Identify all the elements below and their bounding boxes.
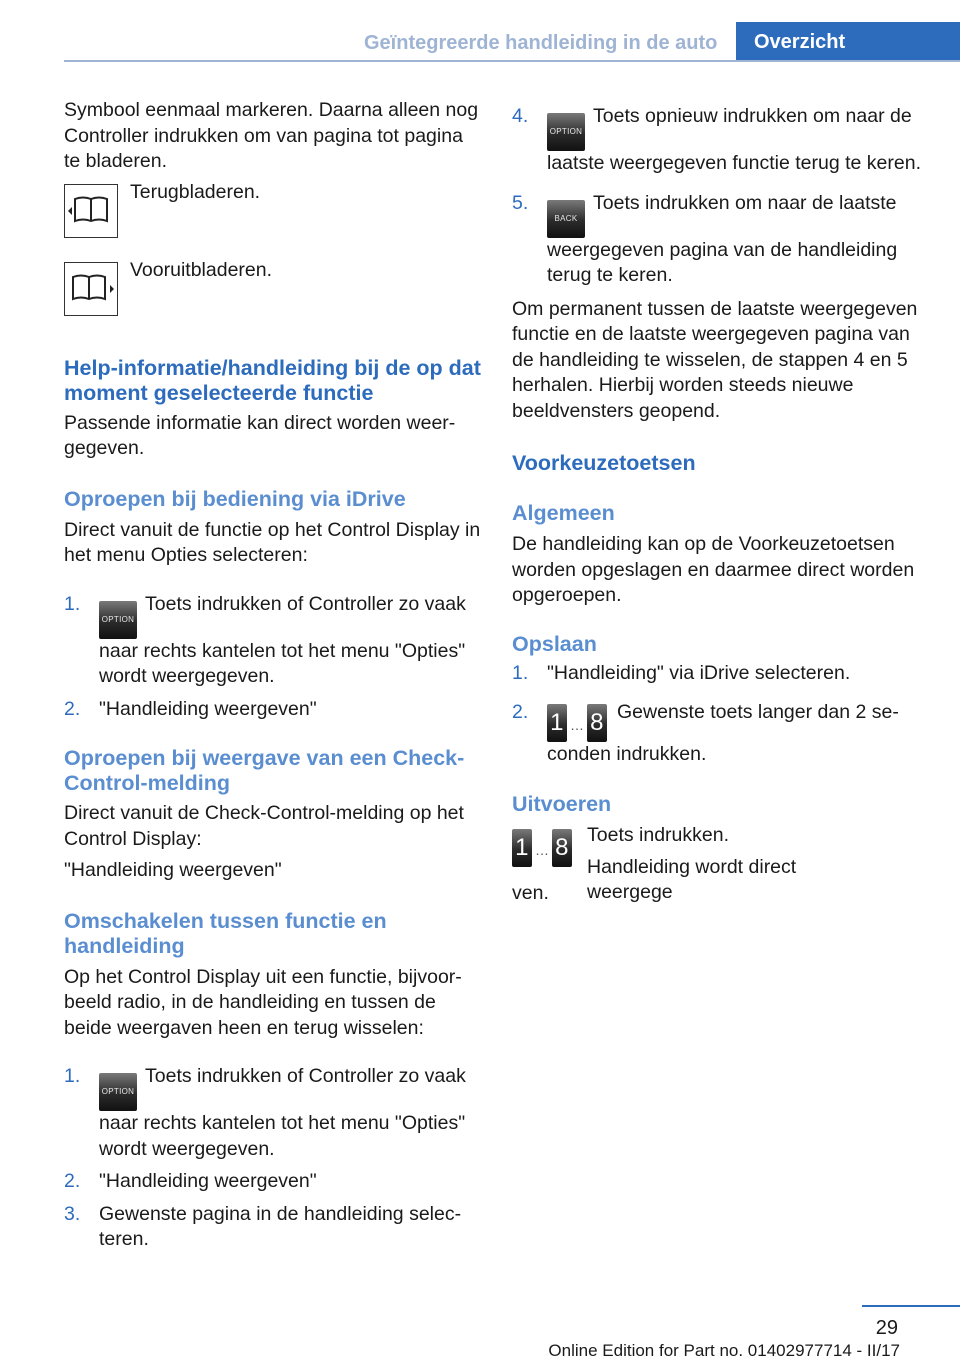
step-text: Gewenste pagina in de handleiding selecteren.	[99, 1202, 462, 1250]
list-item	[512, 661, 932, 687]
header-title: Geïntegreerde handleiding in de auto	[364, 32, 718, 54]
execute-heading: Uitvoeren	[512, 791, 612, 816]
step-text: "Handleiding" via iDrive selecteren.	[547, 661, 851, 684]
save-steps	[512, 661, 932, 768]
continued-steps	[512, 104, 932, 289]
save-heading: Opslaan	[512, 631, 597, 656]
switch-heading: Omschakelen tussen functie en handleiding	[64, 908, 387, 958]
ellipsis-icon: …	[535, 841, 549, 858]
execute-text-2: Handleiding wordt direct weergege	[587, 855, 797, 903]
check-control-text-2: "Handleiding weergeven"	[64, 859, 282, 881]
footer-rule	[862, 1305, 960, 1307]
step-number: 2.	[512, 701, 529, 723]
step-text: Toets indrukken of Controller zo vaak naar rechts kantelen tot het menu "Opties" wordt weergegeven.	[99, 1065, 466, 1160]
list-item	[64, 1169, 482, 1195]
forward-row	[64, 258, 482, 332]
switch-text: Op het Control Display uit een functie, bijvoorbeeld radio, in de handleiding en tussen de beide weergaven heen en terug wisselen:	[64, 965, 462, 1039]
check-control-heading: Oproepen bij weergave van een Check-Control-melding	[64, 746, 465, 795]
back-label: Terugbladeren.	[130, 180, 261, 203]
list-item	[512, 700, 932, 768]
step-number: 1.	[512, 661, 529, 684]
preset-key-1-icon: 1	[512, 829, 532, 867]
intro-paragraph: Symbool eenmaal markeren. Daarna alleen nog Controller indrukken om van pagina tot pagina te bladeren.	[64, 99, 479, 172]
list-item	[64, 592, 482, 690]
help-text: Passende informatie kan direct worden weergegeven.	[64, 411, 456, 459]
general-text: De handleiding kan op de Voorkeuzetoetsen worden opgeslagen en daarmee direct worden opgeroepen.	[512, 533, 915, 606]
step-number: 4.	[512, 105, 529, 127]
step-text: Gewenste toets langer dan 2 seconden indrukken.	[547, 701, 899, 765]
step-number: 1.	[64, 592, 81, 615]
step-number: 2.	[64, 697, 81, 720]
left-column	[64, 98, 482, 1253]
permanent-text: Om permanent tussen de laatste weergegeven functie en de laatste weergegeven pagina van de handleiding te wisselen, de stappen 4 en 5 herhalen. Hierbij worden steeds nieuwe beeldvensters geopend.	[512, 297, 918, 422]
check-control-text: Direct vanuit de Check-Control-melding op het Control Display:	[64, 802, 464, 850]
switch-steps	[64, 1064, 482, 1253]
idrive-steps	[64, 592, 482, 723]
right-column	[512, 98, 932, 909]
step-number: 1.	[64, 1065, 81, 1087]
option-key-icon: OPTION	[99, 1073, 137, 1111]
back-key-icon: BACK	[547, 200, 585, 238]
page-back-icon	[64, 184, 118, 238]
list-item	[64, 1202, 482, 1253]
execute-block	[512, 823, 932, 909]
header-tab-overzicht: Overzicht	[736, 22, 960, 62]
step-number: 3.	[64, 1202, 81, 1225]
list-item	[64, 1064, 482, 1162]
execute-text-3: ven.	[512, 881, 549, 904]
edition-line: Online Edition for Part no. 01402977714 - II/17	[548, 1341, 900, 1360]
list-item	[64, 697, 482, 723]
preset-key-8-icon: 8	[552, 829, 572, 867]
page-forward-icon	[64, 262, 118, 316]
step-number: 2.	[64, 1170, 81, 1192]
option-key-icon: OPTION	[99, 601, 137, 639]
page-number: 29	[875, 1317, 898, 1339]
help-heading: Help-informatie/handleiding bij de op dat moment geselecteerde functie	[64, 355, 481, 405]
execute-text: Toets indrukken.	[587, 823, 729, 846]
ellipsis-icon: …	[570, 717, 584, 733]
forward-label: Vooruitbladeren.	[130, 258, 273, 281]
presets-heading: Voorkeuzetoetsen	[512, 451, 696, 475]
preset-key-8-icon: 8	[587, 704, 607, 742]
idrive-heading: Oproepen bij bediening via iDrive	[64, 486, 406, 511]
preset-keys-icon	[512, 829, 572, 867]
step-text: Toets indrukken om naar de laatste weergegeven pagina van de handleiding terug te keren.	[547, 191, 898, 286]
option-key-icon: OPTION	[547, 113, 585, 151]
back-row	[64, 180, 482, 262]
step-number: 5.	[512, 191, 529, 214]
list-item	[512, 191, 932, 289]
step-text: "Handleiding weergeven"	[99, 697, 317, 720]
preset-key-1-icon: 1	[547, 704, 567, 742]
step-text: Toets indrukken of Controller zo vaak naar rechts kantelen tot het menu "Opties" wordt weergegeven.	[99, 592, 466, 687]
header-rule	[64, 60, 960, 62]
general-heading: Algemeen	[512, 501, 615, 525]
list-item	[512, 104, 932, 177]
idrive-text: Direct vanuit de functie op het Control Display in het menu Opties selecteren:	[64, 518, 481, 566]
step-text: "Handleiding weergeven"	[99, 1170, 317, 1192]
step-text: Toets opnieuw indrukken om naar de laatste weergegeven functie terug te keren.	[547, 105, 921, 174]
